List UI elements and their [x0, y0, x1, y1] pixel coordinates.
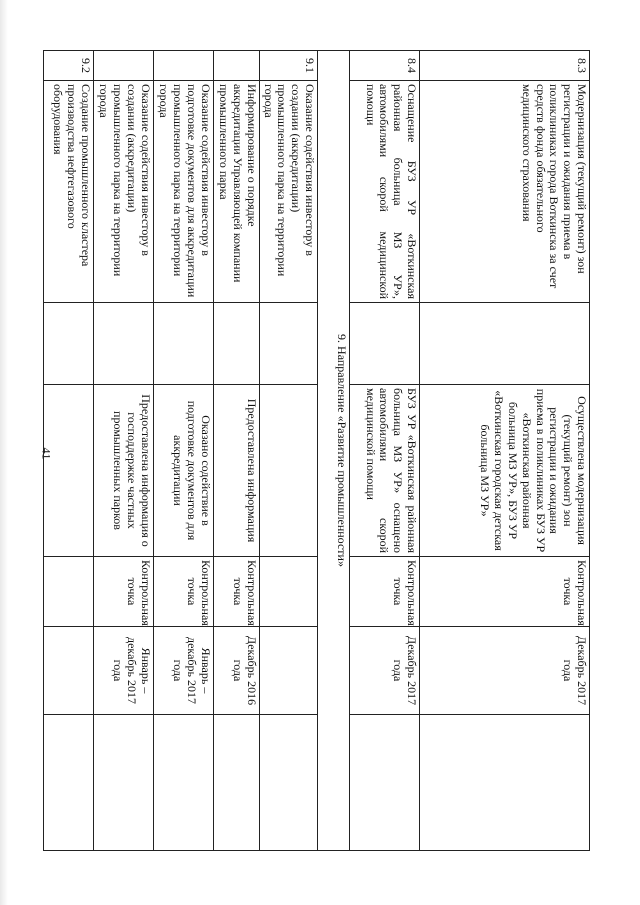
table-row — [43, 51, 93, 851]
measure-name: Оснащение БУЗ УР «Воткинская районная больница МЗ УР», автомобилями скорой медицинской помощи — [350, 81, 420, 303]
row-number — [213, 51, 259, 81]
executor-cell — [43, 303, 93, 385]
measure-name: Оказание содействия инвестору в создании (аккредитации) промышленного парка на территории города — [93, 81, 153, 303]
row-number: 9.2 — [43, 51, 93, 81]
result-cell — [43, 385, 93, 557]
type-cell: Контрольная точка — [350, 557, 420, 627]
plan-table — [43, 50, 590, 851]
executor-cell — [420, 303, 590, 385]
result-cell: Предоставлена информация — [213, 385, 259, 557]
extra-cell — [213, 715, 259, 851]
date-cell: Январь – декабрь 2017 года — [153, 627, 213, 715]
type-cell — [43, 557, 93, 627]
row-number: 8.4 — [350, 51, 420, 81]
extra-cell — [350, 715, 420, 851]
extra-cell — [153, 715, 213, 851]
scan-edge-shadow — [0, 0, 8, 905]
date-cell — [259, 627, 317, 715]
date-cell: Декабрь 2017 года — [420, 627, 590, 715]
table-row — [350, 51, 420, 851]
result-cell: Предоставлена информация о господдержке частных промышленных парков — [93, 385, 153, 557]
date-cell: Декабрь 2017 года — [350, 627, 420, 715]
date-cell: Январь – декабрь 2017 года — [93, 627, 153, 715]
type-cell: Контрольная точка — [213, 557, 259, 627]
result-cell: Осуществлена модернизация (текущий ремонт) зон регистрации и ожидания приема в поликлиниках БУЗ УР «Воткинская районная больница МЗ УР», БУЗ УР «Воткинская городская детская больница МЗ УР» — [420, 385, 590, 557]
extra-cell — [93, 715, 153, 851]
table-row — [213, 51, 259, 851]
page-number: 41 — [39, 447, 54, 460]
measure-name: Модернизация (текущий ремонт) зон регистрации и ожидания приема в поликлиниках города Воткинска за счет средств фонда обязательного медицинского страхования — [420, 81, 590, 303]
measure-name: Информирование о порядке аккредитации Управляющей компании промышленного парка — [213, 81, 259, 303]
executor-cell — [93, 303, 153, 385]
type-cell: Контрольная точка — [420, 557, 590, 627]
table-row — [93, 51, 153, 851]
result-cell: Оказано содействие в подготовке документов для аккредитации — [153, 385, 213, 557]
type-cell: Контрольная точка — [93, 557, 153, 627]
row-number: 9.1 — [259, 51, 317, 81]
executor-cell — [350, 303, 420, 385]
measure-name: Создание промышленного кластера производства нефтегазового оборудования — [43, 81, 93, 303]
result-cell — [259, 385, 317, 557]
table-row — [259, 51, 317, 851]
type-cell: Контрольная точка — [153, 557, 213, 627]
table-row — [420, 51, 590, 851]
result-cell: БУЗ УР «Воткинская районная больница МЗ УР» оснащено автомобилями скорой медицинской помощи — [350, 385, 420, 557]
executor-cell — [259, 303, 317, 385]
date-cell: Декабрь 2016 года — [213, 627, 259, 715]
section-row — [318, 51, 350, 851]
date-cell — [43, 627, 93, 715]
executor-cell — [153, 303, 213, 385]
executor-cell — [213, 303, 259, 385]
row-number — [93, 51, 153, 81]
table-row — [153, 51, 213, 851]
row-number: 8.3 — [420, 51, 590, 81]
extra-cell — [43, 715, 93, 851]
extra-cell — [420, 715, 590, 851]
measure-name: Оказание содействия инвестору в создании (аккредитации) промышленного парка на территории города — [259, 81, 317, 303]
row-number — [153, 51, 213, 81]
type-cell — [259, 557, 317, 627]
rotated-table-wrapper — [51, 50, 590, 850]
section-title: 9. Направление «Развитие промышленности» — [318, 51, 350, 851]
measure-name: Оказание содействия инвестору в подготовке документов для аккредитации промышленного парка на территории города — [153, 81, 213, 303]
extra-cell — [259, 715, 317, 851]
